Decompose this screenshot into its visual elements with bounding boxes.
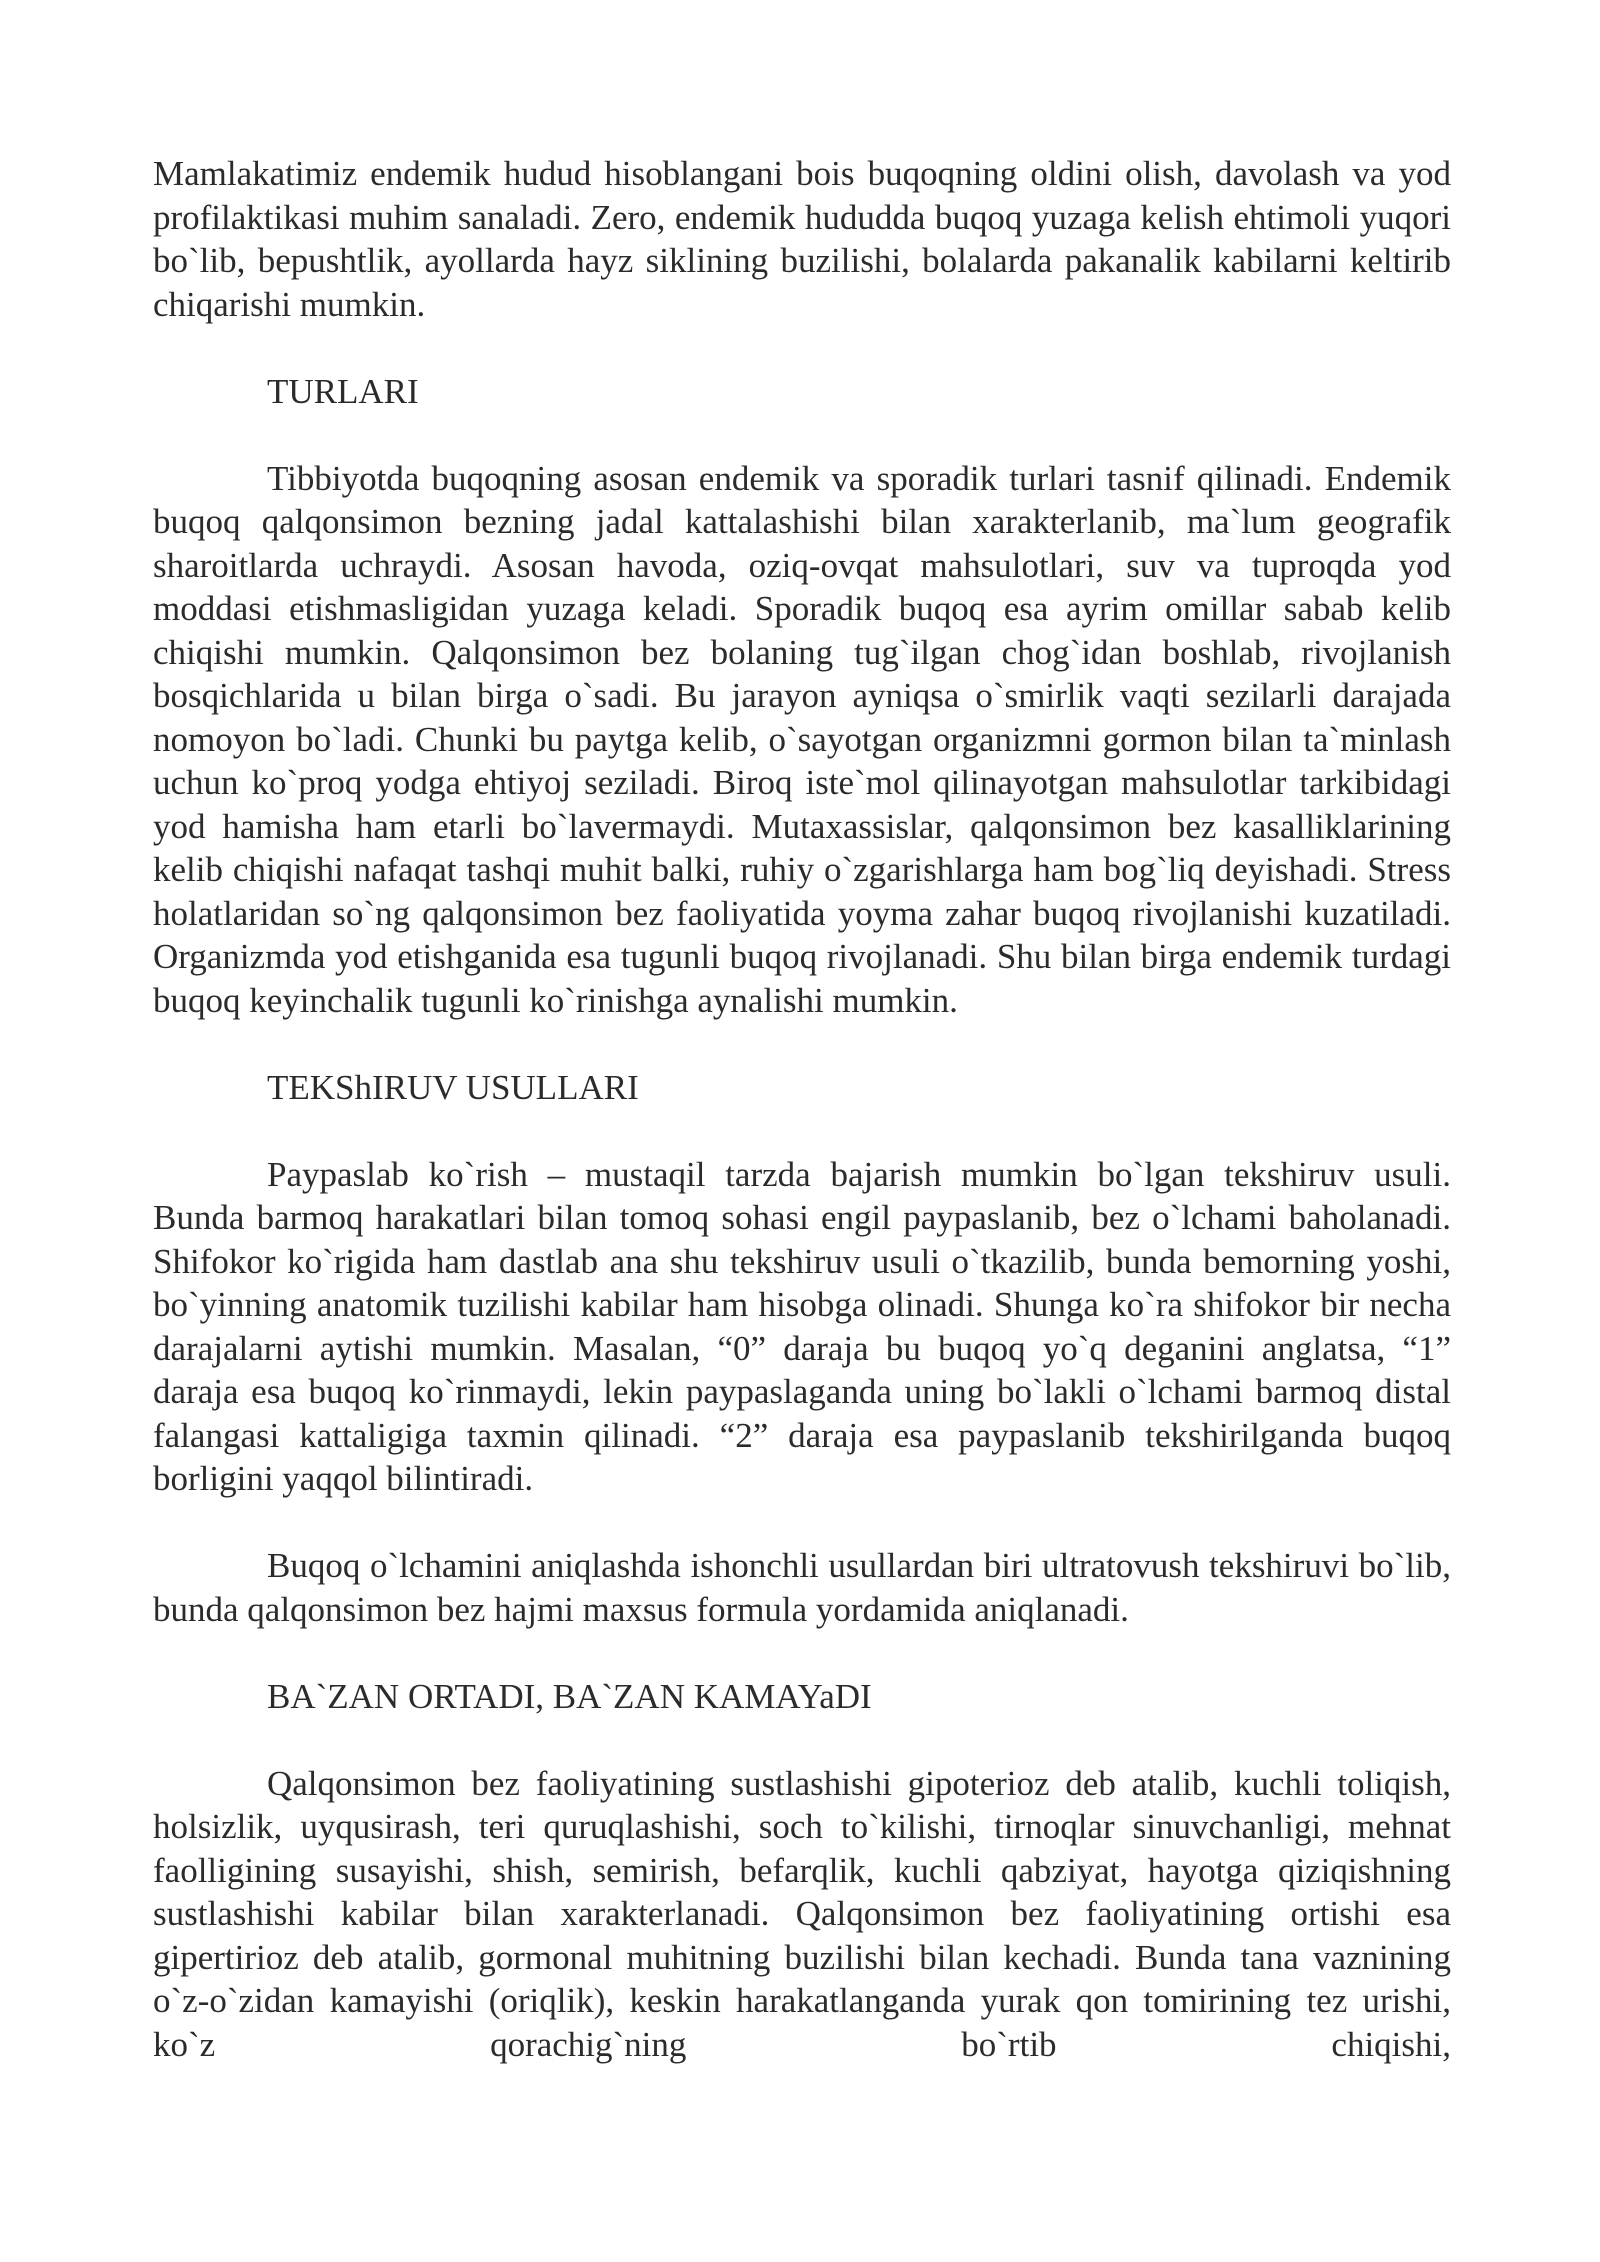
section-heading-types: TURLARI	[267, 371, 419, 411]
document-page	[153, 152, 1451, 2066]
types-paragraph: Tibbiyotda buqoqning asosan endemik va sporadik turlari tasnif qilinadi. Endemik buqoq qalqonsimon bezning jadal kattalashishi bilan xarakterlanib, ma`lum geografik sharoitlarda uchraydi. Asosan havoda, oziq-ovqat mahsulotlari, suv va tuproqda yod moddasi etishmasligidan yuzaga keladi. Sporadik buqoq esa ayrim omillar sabab kelib chiqishi mumkin. Qalqonsimon bez bolaning tug`ilgan chog`idan boshlab, rivojlanish bosqichlarida u bilan birga o`sadi. Bu jarayon ayniqsa o`smirlik vaqti sezilarli darajada nomoyon bo`ladi. Chunki bu paytga kelib, o`sayotgan organizmni gormon bilan ta`minlash uchun ko`proq yodga ehtiyoj seziladi. Biroq iste`mol qilinayotgan mahsulotlar tarkibidagi yod hamisha ham etarli bo`lavermaydi. Mutaxassislar, qalqonsimon bez kasalliklarining kelib chiqishi nafaqat tashqi muhit balki, ruhiy o`zgarishlarga ham bog`liq deyishadi. Stress holatlaridan so`ng qalqonsimon bez faoliyatida yoyma zahar buqoq rivojlanishi kuzatiladi. Organizmda yod etishganida esa tugunli buqoq rivojlanadi. Shu bilan birga endemik turdagi buqoq keyinchalik tugunli ko`rinishga aynalishi mumkin.	[153, 458, 1451, 1020]
changes-paragraph: Qalqonsimon bez faoliyatining sustlashishi gipoterioz deb atalib, kuchli toliqish, holsizlik, uyqusirash, teri quruqlashishi, soch to`kilishi, tirnoqlar sinuvchanligi, mehnat faolligining susayishi, shish, semirish, befarqlik, kuchli qabziyat, hayotga qiziqishning sustlashishi kabilar bilan xarakterlanadi. Qalqonsimon bez faoliyatining ortishi esa gipertirioz deb atalib, gormonal muhitning buzilishi bilan kechadi. Bunda tana vaznining o`z-o`zidan kamayishi (oriqlik), keskin harakatlanganda yurak qon tomirining tez urishi, ko`z qorachig`ning bo`rtib chiqishi,	[153, 1763, 1451, 2064]
section-heading-methods: TEKShIRUV USULLARI	[267, 1067, 639, 1107]
methods-paragraph-ultrasound: Buqoq o`lchamini aniqlashda ishonchli usullardan biri ultratovush tekshiruvi bo`lib, bunda qalqonsimon bez hajmi maxsus formula yordamida aniqlanadi.	[153, 1546, 1451, 1629]
methods-paragraph-palpation: Paypaslab ko`rish – mustaqil tarzda bajarish mumkin bo`lgan tekshiruv usuli. Bunda barmoq harakatlari bilan tomoq sohasi engil paypaslanib, bez o`lchami baholanadi. Shifokor ko`rigida ham dastlab ana shu tekshiruv usuli o`tkazilib, bunda bemorning yoshi, bo`yinning anatomik tuzilishi kabilar ham hisobga olinadi. Shunga ko`ra shifokor bir necha darajalarni aytishi mumkin. Masalan, “0” daraja bu buqoq yo`q deganini anglatsa, “1” daraja esa buqoq ko`rinmaydi, lekin paypaslaganda uning bo`lakli o`lchami barmoq distal falangasi kattaligiga taxmin qilinadi. “2” daraja esa paypaslanib tekshirilganda buqoq borligini yaqqol bilintiradi.	[153, 1154, 1451, 1498]
intro-paragraph: Mamlakatimiz endemik hudud hisoblangani bois buqoqning oldini olish, davolash va yod profilaktikasi muhim sanaladi. Zero, endemik hududda buqoq yuzaga kelish ehtimoli yuqori bo`lib, bepushtlik, ayollarda hayz siklining buzilishi, bolalarda pakanalik kabilarni keltirib chiqarishi mumkin.	[153, 154, 1451, 324]
section-heading-changes: BA`ZAN ORTADI, BA`ZAN KAMAYaDI	[267, 1676, 872, 1716]
